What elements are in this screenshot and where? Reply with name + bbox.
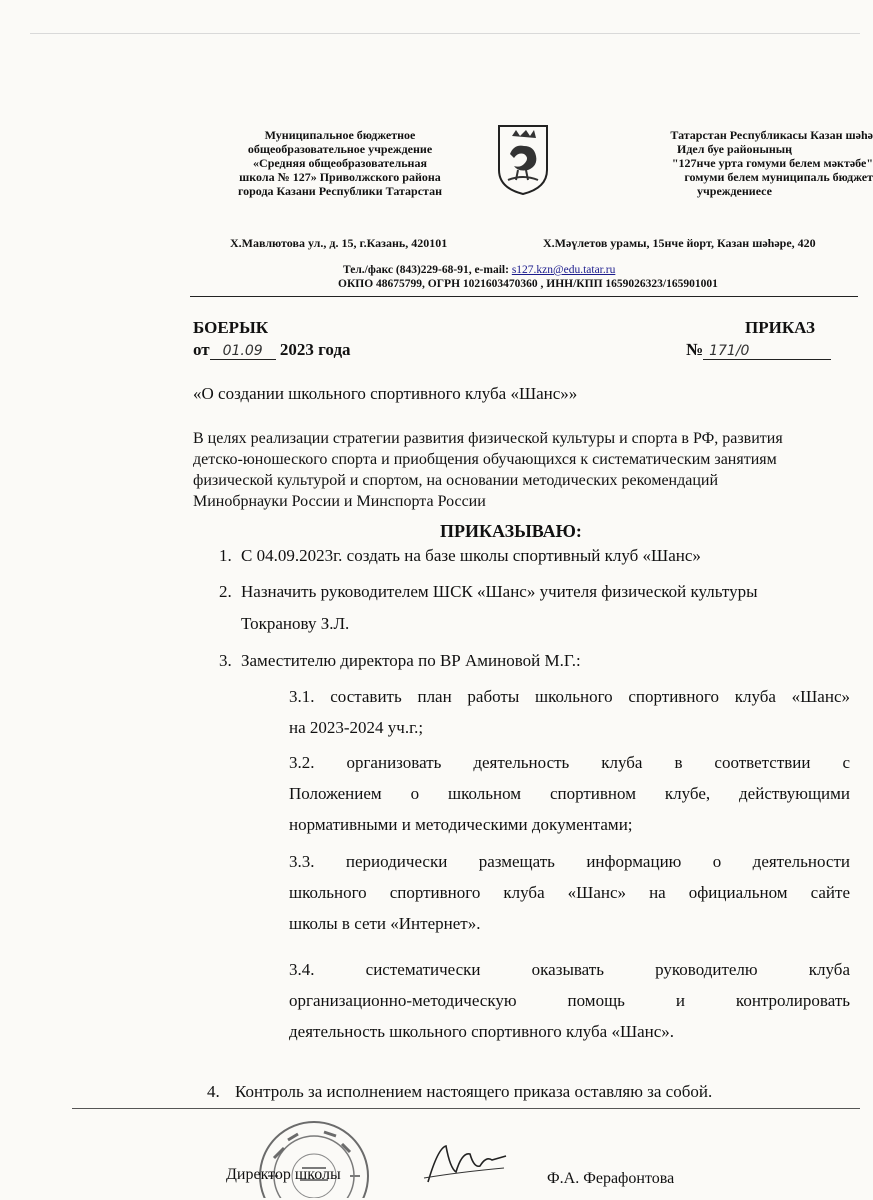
title-russian: ПРИКАЗ xyxy=(745,318,815,337)
number-handwritten: 171/0 xyxy=(703,343,831,360)
list-item: 3. Заместителю директора по ВР Аминовой М.Г.: xyxy=(219,651,581,670)
org-line: учреждениесе xyxy=(697,184,772,198)
phone-fax: Тел./факс (843)229-68-91, e-mail: xyxy=(343,264,512,276)
org-line: школа № 127» Приволжского района xyxy=(239,170,441,184)
order-date: от 01.09 2023 года xyxy=(193,340,351,359)
scan-top-edge xyxy=(30,33,860,34)
list-item: 4. Контроль за исполнением настоящего приказа оставляю за собой. xyxy=(207,1082,713,1101)
seal-stamp-icon xyxy=(254,1118,374,1198)
sub-item-3-2: 3.2. организовать деятельность клуба в соответствии с Положением о школьном спортивном клубе, действующими нормативными и методическими документами; xyxy=(289,753,850,834)
list-item-continuation: Токранову З.Л. xyxy=(241,614,350,633)
address-russian: Х.Мавлютова ул., д. 15, г.Казань, 420101 xyxy=(230,236,448,250)
order-subject: «О создании школьного спортивного клуба «Шанс»» xyxy=(193,384,578,403)
header-divider xyxy=(190,296,858,297)
org-line: "127нче урта гомуми белем мәктәбе" xyxy=(671,156,873,170)
date-handwritten: 01.09 xyxy=(210,343,276,360)
email-link[interactable]: s127.kzn@edu.tatar.ru xyxy=(511,264,616,276)
round-seal xyxy=(254,1118,374,1198)
org-line: гомуми белем муниципаль бюджет xyxy=(684,170,873,184)
contact-line xyxy=(343,264,615,276)
title-tatar: БОЕРЫК xyxy=(193,318,269,337)
org-line: общеобразовательное учреждение xyxy=(247,142,433,156)
sub-item-3-1: 3.1. составить план работы школьного спортивного клуба «Шанс» на 2023-2024 уч.г.; xyxy=(289,687,850,737)
org-name-tatar xyxy=(596,128,873,198)
registration-codes: ОКПО 48675799, ОГРН 1021603470360 , ИНН/КПП 1659026323/165901001 xyxy=(338,278,718,290)
command-heading: ПРИКАЗЫВАЮ: xyxy=(440,521,582,541)
org-line: Муниципальное бюджетное xyxy=(264,128,416,142)
signature-scribble-icon xyxy=(420,1138,510,1188)
order-number: № 171/0 xyxy=(686,340,831,360)
address-tatar: Х.Мәүлетов урамы, 15нче йорт, Казан шәһәре, 420 xyxy=(543,236,816,250)
handwritten-signature xyxy=(420,1138,510,1188)
org-line: Татарстан Республикасы Казан шәһә xyxy=(670,128,873,142)
sub-item-3-3: 3.3. периодически размещать информацию о деятельности школьного спортивного клуба «Шанс» на официальном сайте школы в сети «Интернет». xyxy=(289,852,850,933)
org-name-russian xyxy=(190,128,490,198)
org-line: «Средняя общеобразовательная xyxy=(253,156,427,170)
signature-name: Ф.А. Ферафонтова xyxy=(547,1170,675,1187)
page-bottom-rule xyxy=(72,1108,860,1109)
list-item: 1. С 04.09.2023г. создать на базе школы спортивный клуб «Шанс» xyxy=(219,546,701,565)
org-line: города Казани Республики Татарстан xyxy=(237,184,443,198)
kazan-emblem xyxy=(496,124,550,196)
preamble: В целях реализации стратегии развития физической культуры и спорта в РФ, развития детско-юношеского спорта и приобщения обучающихся к систематическим занятиям физической культурой и спортом, на основании методических рекомендаций Минобрнауки России и Минспорта России xyxy=(193,430,783,510)
signature-position: Директор школы xyxy=(226,1166,341,1183)
list-item: 2. Назначить руководителем ШСК «Шанс» учителя физической культуры xyxy=(219,582,758,601)
dragon-emblem-icon xyxy=(496,124,550,196)
org-line: Идел буе районының xyxy=(676,142,793,156)
sub-item-3-4: 3.4. систематически оказывать руководителю клуба организационно-методическую помощь и контролировать деятельность школьного спортивного клуба «Шанс». xyxy=(289,960,850,1041)
